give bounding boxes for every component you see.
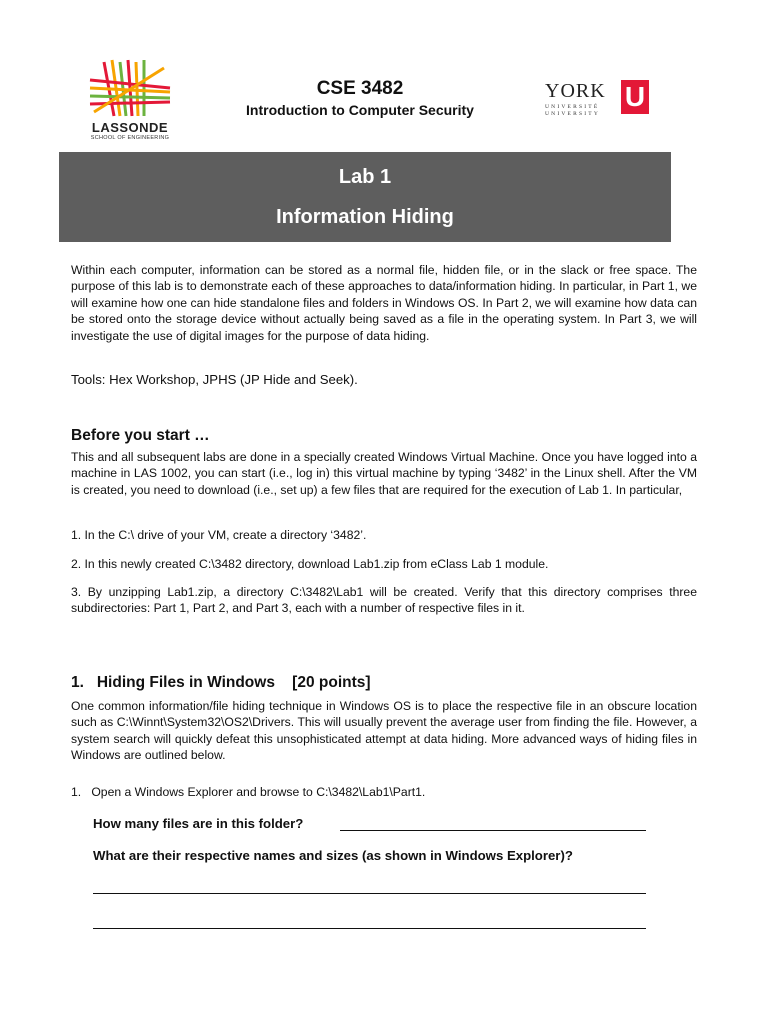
before-start-paragraph: This and all subsequent labs are done in a specially created Windows Virtual Machine. Once you have logged into a machine in LAS 1002, you can start (i.e., log in) this virtual machine by typing ‘3482’ in the Linux shell. After the VM is created, you need to download (i.e., set up) a few files that are required for the execution of Lab 1. In particular, bbox=[71, 450, 697, 497]
lassonde-logo-subtitle: SCHOOL OF ENGINEERING bbox=[90, 135, 170, 141]
intro-paragraph: Within each computer, information can be stored as a normal file, hidden file, or in the slack or free space. The purpose of this lab is to demonstrate each of these approaches to data/information hiding. In particular, in Part 1, we will examine how one can hide standalone files and folders in Windows OS. In Part 2, we will examine how data can be stored onto the storage device without actually being saved as a file in the operating system. In Part 3, we will investigate the use of digital images for the purpose of data hiding. bbox=[71, 263, 697, 343]
question-file-count: How many files are in this folder? bbox=[93, 816, 304, 831]
section-1-heading: 1. Hiding Files in Windows [20 points] bbox=[71, 674, 371, 691]
answer-line-2[interactable] bbox=[93, 928, 646, 929]
question-names-sizes: What are their respective names and sizes (as shown in Windows Explorer)? bbox=[93, 848, 573, 863]
york-u-icon: U bbox=[621, 80, 649, 114]
lassonde-logo bbox=[84, 58, 176, 144]
lab-number: Lab 1 bbox=[338, 166, 392, 188]
course-name: Introduction to Computer Security bbox=[246, 102, 474, 118]
section-1-step-1: 1. Open a Windows Explorer and browse to C:\3482\Lab1\Part1. bbox=[71, 785, 426, 799]
section-1-paragraph: One common information/file hiding technique in Windows OS is to place the respective file in an obscure location such as C:\Winnt\System32\OS2\Drivers. This will usually prevent the average user from finding the file. However, a system search will quickly defeat this unsophisticated attempt at data hiding. More advanced ways of hiding files in Windows are outlined below. bbox=[71, 699, 697, 763]
step-2: 2. In this newly created C:\3482 directory, download Lab1.zip from eClass Lab 1 module. bbox=[71, 557, 549, 571]
york-logo-word: YORK bbox=[545, 80, 606, 102]
york-university-logo bbox=[545, 80, 651, 122]
title-banner bbox=[59, 152, 671, 242]
lab-title: Information Hiding bbox=[276, 206, 454, 228]
tools-line: Tools: Hex Workshop, JPHS (JP Hide and Seek). bbox=[71, 372, 358, 387]
york-logo-line-2: UNIVERSITY bbox=[545, 111, 600, 117]
answer-line-1[interactable] bbox=[93, 893, 646, 894]
before-start-heading: Before you start … bbox=[71, 427, 210, 444]
york-logo-line-1: UNIVERSITÉ bbox=[545, 104, 600, 110]
answer-line-file-count[interactable] bbox=[340, 830, 646, 831]
course-code: CSE 3482 bbox=[316, 78, 404, 99]
lassonde-emblem-icon bbox=[84, 58, 176, 120]
step-3: 3. By unzipping Lab1.zip, a directory C:\3482\Lab1 will be created. Verify that this directory comprises three subdirectories: Part 1, Part 2, and Part 3, each with a number of respective files in it. bbox=[71, 585, 697, 616]
lassonde-logo-name: LASSONDE bbox=[91, 120, 169, 135]
step-1: 1. In the C:\ drive of your VM, create a directory ‘3482’. bbox=[71, 528, 367, 542]
